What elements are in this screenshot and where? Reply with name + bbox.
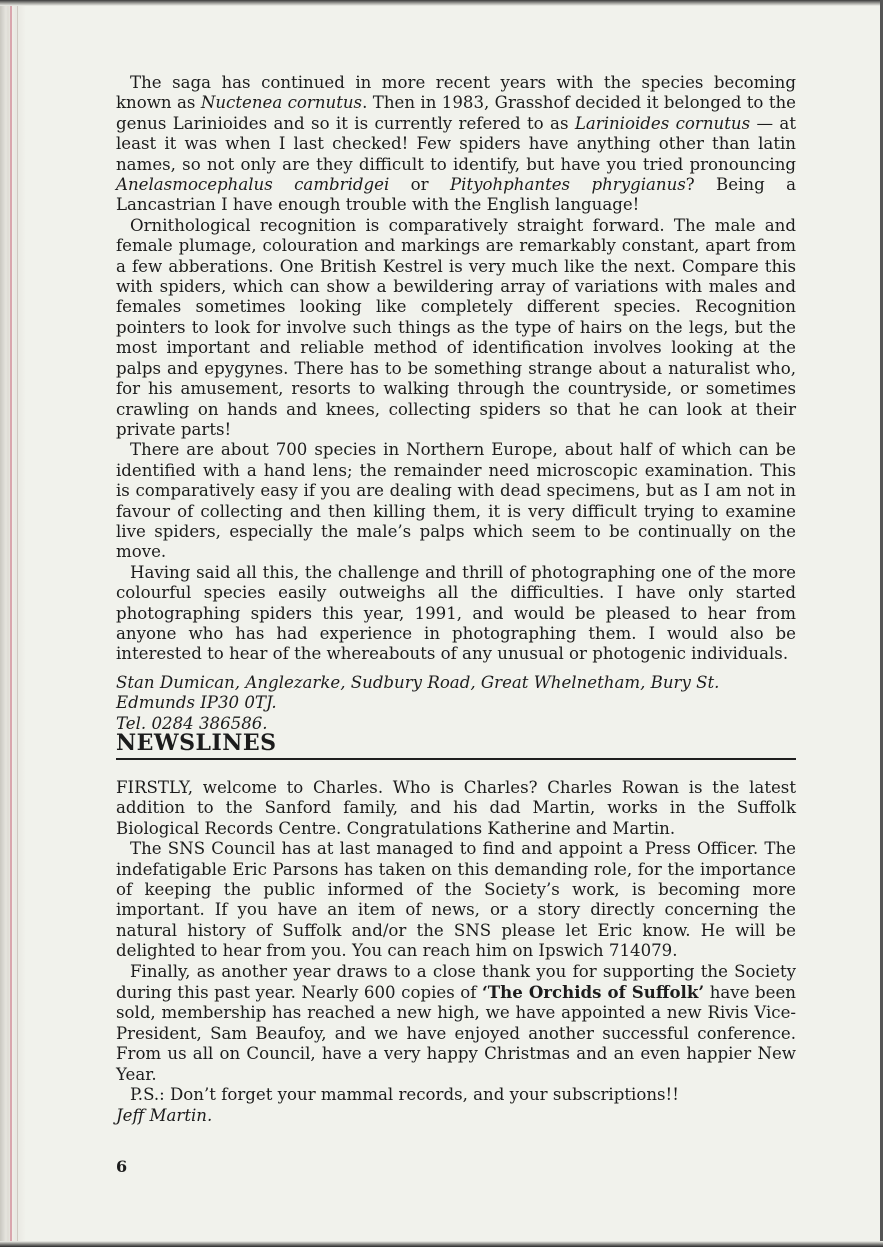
news-postscript: P.S.: Don’t forget your mammal records, and your subscriptions!!	[130, 1085, 679, 1105]
news-signature: Jeff Martin.	[116, 1105, 213, 1125]
article-paragraph-2: Ornithological recognition is comparatively straight forward. The male and female plumage, colouration and markings are remarkably constant, apart from a few abberations. One British Kestrel is very much like the next. Compare this with spiders, which can show a bewildering array of variations with males and females sometimes looking like completely different species. Recognition pointers to look for involve such things as the type of hairs on the legs, but the most important and reliable method of identification involves looking at the palps and epygynes. There has to be something strange about a naturalist who, for his amusement, resorts to walking through the countryside, or sometimes crawling on hands and knees, collecting spiders so that he can look at their private parts!	[116, 215, 796, 439]
news-paragraph-1: FIRSTLY, welcome to Charles. Who is Charles? Charles Rowan is the latest addition to the Sanford family, and his dad Martin, works in the Suffolk Biological Records Centre. Congratulations Katherine and Martin.	[116, 778, 796, 838]
article-paragraph-4: Having said all this, the challenge and thrill of photographing one of the more colourful species easily outweighs all the difficulties. I have only started photographing spiders this year, 1991, and would be pleased to hear from anyone who has had experience in photographing them. I would also be interested to hear of the whereabouts of any unusual or photogenic individuals.	[116, 562, 796, 664]
news-paragraph-3: Finally, as another year draws to a close thank you for supporting the Society during this past year. Nearly 600 copies of ‘The Orchids of Suffolk’ have been sold, membership has reached a new high, we have appointed a new Rivis Vice-President, Sam Beaufoy, and we have enjoyed another successful conference. From us all on Council, have a very happy Christmas and an even happier New Year.	[116, 961, 796, 1084]
binding-edge	[0, 0, 26, 1247]
article-paragraph-1: The saga has continued in more recent years with the species becoming known as Nuctenea cornutus. Then in 1983, Grasshof decided it belonged to the genus Larinioides and so it is currently refered to as Larinioides cornutus — at least it was when I last checked! Few spiders have anything other than latin names, so not only are they difficult to identify, but have you tried pronouncing Anelasmocephalus cambridgei or Pityohphantes phrygianus? Being a Lancastrian I have enough trouble with the English language!	[116, 73, 796, 215]
bottom-edge	[0, 1241, 883, 1247]
newslines-heading: NEWSLINES	[116, 730, 796, 760]
newslines-section	[116, 730, 796, 1126]
book-title: ‘The Orchids of Suffolk’	[482, 982, 705, 1003]
author-telephone: Tel. 0284 386586.	[116, 713, 268, 733]
newslines-body	[116, 778, 796, 1126]
page-number: 6	[116, 1157, 128, 1176]
article-paragraph-3: There are about 700 species in Northern Europe, about half of which can be identified with a hand lens; the remainder need microscopic examination. This is comparatively easy if you are dealing with dead specimens, but as I am not in favour of collecting and then killing them, it is very difficult trying to examine live spiders, especially the male’s palps which seem to be continually on the move.	[116, 440, 796, 562]
author-address: Stan Dumican, Anglezarke, Sudbury Road, Great Whelnetham, Bury St. Edmunds IP30 0TJ.	[116, 672, 720, 713]
news-paragraph-2: The SNS Council has at last managed to find and appoint a Press Officer. The indefatigable Eric Parsons has taken on this demanding role, for the importance of keeping the public informed of the Society’s work, is becoming more important. If you have an item of news, or a story directly concerning the natural history of Suffolk and/or the SNS please let Eric know. He will be delighted to hear from you. You can reach him on Ipswich 714079.	[116, 839, 796, 961]
spider-article	[116, 73, 796, 734]
top-edge	[0, 0, 883, 6]
